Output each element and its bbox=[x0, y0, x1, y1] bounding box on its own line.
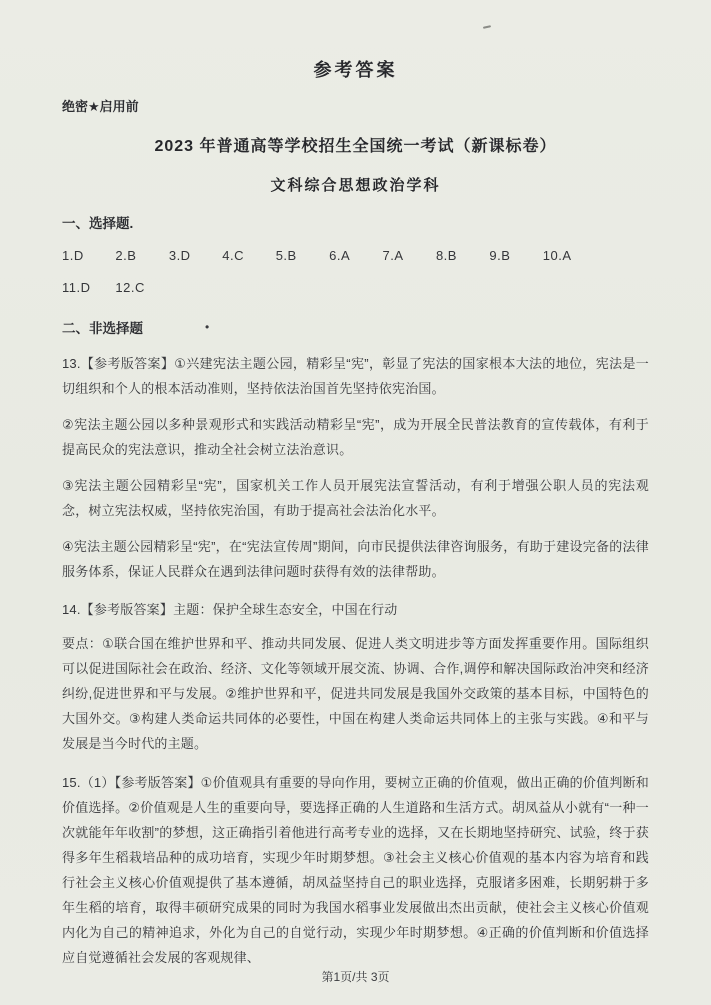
section-choice-heading: 一、选择题. bbox=[62, 216, 134, 231]
q13-answer-paragraph-1: 13.【参考版答案】①兴建宪法主题公园，精彩呈“宪”，彰显了宪法的国家根本大法的地位，宪法是一切组织和个人的根本活动准则，坚持依法治国首先坚持依宪治国。 bbox=[62, 356, 649, 396]
choice-answers-row-2 bbox=[62, 280, 649, 295]
answer-item-8: 8.B bbox=[435, 248, 457, 263]
answer-item-3: 3.D bbox=[168, 248, 191, 263]
choice-answers-row-1 bbox=[62, 248, 649, 263]
q14-answer-theme: 14.【参考版答案】主题：保护全球生态安全，中国在行动 bbox=[62, 602, 398, 617]
answer-item-1: 1.D bbox=[62, 248, 84, 263]
section-non-choice-row bbox=[62, 317, 649, 337]
answer-item-11: 11.D bbox=[62, 280, 91, 295]
q14-answer-points: 要点：①联合国在维护世界和平、推动共同发展、促进人类文明进步等方面发挥重要作用。国际组织可以促进国际社会在政治、经济、文化等领域开展交流、协调、合作,调停和解决国际政治冲突和经济纠纷,促进世界和平与发展。②维护世界和平，促进共同发展是我国外交政策的基本目标，中国特色的大国外交。③构建人类命运共同体的必要性，中国在构建人类命运共同体上的主张与实践。④和平与发展是当今时代的主题。 bbox=[62, 636, 649, 751]
answer-item-12: 12.C bbox=[115, 280, 145, 295]
answer-item-6: 6.A bbox=[329, 248, 351, 263]
section-non-choice-heading: 二、非选择题 bbox=[62, 321, 143, 336]
q15-answer-paragraph: 15.（1）【参考版答案】①价值观具有重要的导向作用，要树立正确的价值观，做出正确的价值判断和价值选择。②价值观是人生的重要向导，要选择正确的人生道路和生活方式。胡凤益从小就有“一种一次就能年年收割”的梦想，这正确指引着他进行高考专业的选择，又在长期地坚持研究、试验，终于获得多年生稻栽培品种的成功培育，实现少年时期梦想。③社会主义核心价值观的基本内容为培育和践行社会主义核心价值观提供了基本遵循，胡凤益坚持自己的职业选择，克服诸多困难，长期躬耕于多年生稻的培育，取得丰硕研究成果的同时为我国水稻事业发展做出杰出贡献，使社会主义核心价值观内化为自己的精神追求，外化为自己的自觉行动，实现少年时期梦想。④正确的价值判断和价值选择应自觉遵循社会发展的客观规律、 bbox=[62, 775, 649, 965]
answer-item-7: 7.A bbox=[382, 248, 404, 263]
page-number-footer: 第1页/共 3页 bbox=[321, 970, 390, 984]
answer-item-9: 9.B bbox=[489, 248, 511, 263]
subject-title: 文科综合思想政治学科 bbox=[270, 177, 441, 194]
q13-answer-paragraph-3: ③宪法主题公园精彩呈“宪”，国家机关工作人员开展宪法宣誓活动，有利于增强公职人员的宪法观念，树立宪法权威，坚持依宪治国，有助于提高社会法治化水平。 bbox=[62, 478, 649, 518]
answer-item-5: 5.B bbox=[275, 248, 297, 263]
bullet-mark: • bbox=[205, 320, 210, 334]
answer-item-10: 10.A bbox=[542, 248, 572, 263]
q13-answer-paragraph-2: ②宪法主题公园以多种景观形式和实践活动精彩呈“宪”，成为开展全民普法教育的宣传载体，有利于提高民众的宪法意识，推动全社会树立法治意识。 bbox=[62, 417, 649, 457]
answer-item-2: 2.B bbox=[115, 248, 137, 263]
q13-answer-paragraph-4: ④宪法主题公园精彩呈“宪”，在“宪法宣传周”期间，向市民提供法律咨询服务，有助于建设完备的法律服务体系，保证人民群众在遇到法律问题时获得有效的法律帮助。 bbox=[62, 539, 649, 579]
exam-title: 2023 年普通高等学校招生全国统一考试（新课标卷） bbox=[154, 138, 557, 155]
classification-label: 绝密★启用前 bbox=[62, 99, 139, 114]
answer-item-4: 4.C bbox=[222, 248, 244, 263]
page-title: 参考答案 bbox=[313, 60, 398, 80]
